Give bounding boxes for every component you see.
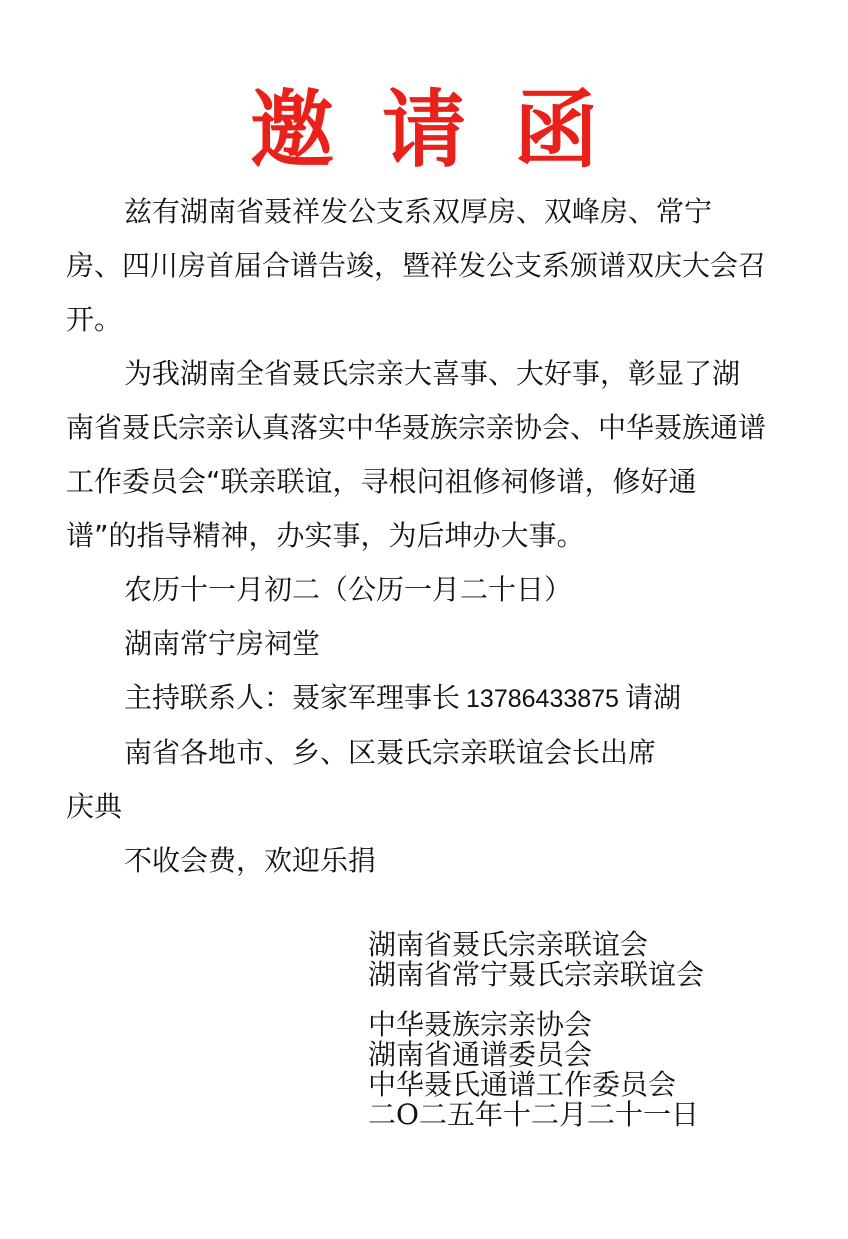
invitation-title: [0, 80, 848, 180]
event-contact: [66, 671, 766, 726]
paragraph-announcement: 兹有湖南省聂祥发公支系双厚房、双峰房、常宁房、四川房首届合谱告竣，暨祥发公支系颁谱双庆大会召开。: [66, 195, 767, 336]
signature-block: [368, 930, 704, 1130]
contact-label: 主持联系人：聂家军理事长: [124, 681, 461, 714]
event-invite-tail: 庆典: [66, 790, 123, 823]
event-date: 农历十一月初二（公历一月二十日）: [124, 573, 573, 606]
title-char-1: 邀: [249, 80, 334, 179]
signature-org-4: 湖南省通谱委员会: [368, 1038, 593, 1071]
event-venue: 湖南常宁房祠堂: [124, 627, 321, 660]
contact-invite-start: 请湖: [624, 681, 681, 714]
signature-date: 二O二五年十二月二十一日: [368, 1098, 699, 1131]
event-invite-line: 南省各地市、乡、区聂氏宗亲联谊会长出席: [124, 736, 657, 769]
fee-note: 不收会费，欢迎乐捐: [124, 844, 377, 877]
signature-gap: [368, 990, 704, 1010]
contact-phone: 13786433875: [466, 685, 619, 713]
title-char-2: 请: [381, 80, 466, 179]
signature-org-5: 中华聂氏通谱工作委员会: [368, 1068, 677, 1101]
signature-org-1: 湖南省聂氏宗亲联谊会: [368, 928, 649, 961]
invitation-body: [66, 185, 766, 888]
paragraph-significance: 为我湖南全省聂氏宗亲大喜事、大好事，彰显了湖南省聂氏宗亲认真落实中华聂族宗亲协会、中华聂族通谱工作委员会“联亲联谊，寻根问祖修祠修谱，修好通谱”的指导精神，办实事，为后坤办大事。: [66, 357, 767, 552]
signature-org-3: 中华聂族宗亲协会: [368, 1008, 593, 1041]
title-char-3: 函: [514, 80, 599, 179]
signature-org-2: 湖南省常宁聂氏宗亲联谊会: [368, 958, 705, 991]
